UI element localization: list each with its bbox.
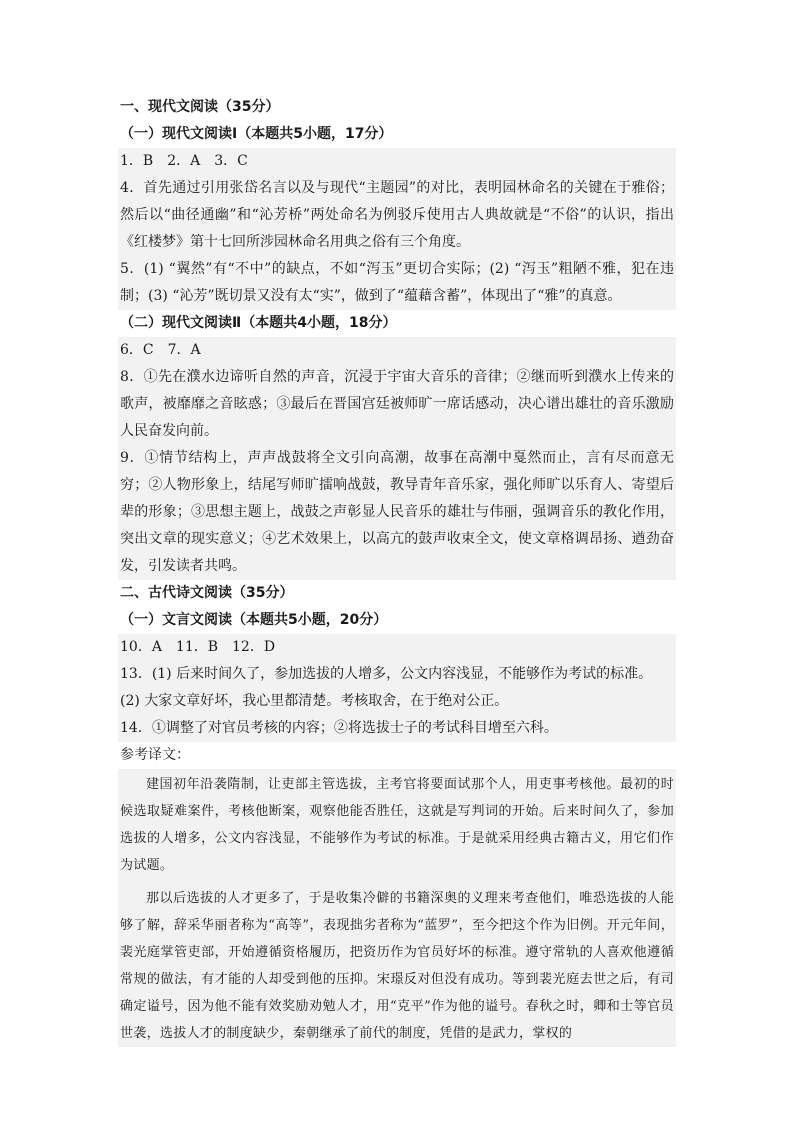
section-1-sub-1-title: （一）现代文阅读Ⅰ（本题共5小题，17分） <box>120 126 393 142</box>
answer-10-12: 10．A 11．B 12．D <box>118 634 676 661</box>
reference-translation <box>118 769 676 1047</box>
answer-13-1: 13．(1) 后来时间久了，参加选拔的人增多，公文内容浅显，不能够作为考试的标准。 <box>118 661 676 688</box>
answer-6-7: 6．C 7．A <box>118 337 676 364</box>
answer-8 <box>118 364 676 445</box>
section-2-sub-1-title: （一）文言文阅读（本题共5小题，20分） <box>120 612 388 628</box>
section-1-sub-2-title: （二）现代文阅读Ⅱ（本题共4小题，18分） <box>120 315 397 331</box>
translation-paragraph: 建国初年沿袭隋制，让吏部主管选拔，主考官将要面试那个人，用吏事考核他。最初的时候选取疑难案件，考核他断案，观察他能否胜任，这就是写判词的开始。后来时间久了，参加选拔的人增多，公文内容浅显，不能够作为考试的标准。于是就采用经典古籍古义，用它们作为试题。 <box>120 777 674 873</box>
answer-8-text: 8．①先在濮水边谛听自然的声音，沉浸于宇宙大音乐的音律；②继而听到濮水上传来的歌声，被靡靡之音眩惑；③最后在晋国宫廷被师旷一席话感动，决心谱出雄壮的音乐激励人民奋发向前。 <box>120 369 674 439</box>
section-1-title: 一、现代文阅读（35分） <box>120 99 280 115</box>
answer-9-text: 9．①情节结构上，声声战鼓将全文引向高潮，故事在高潮中戛然而止，言有尽而意无穷；②人物形象上，结尾写师旷擂响战鼓，教导青年音乐家，强化师旷以乐育人、寄望后辈的形象；③思想主题上，战鼓之声彰显人民音乐的雄壮与伟丽，强调音乐的教化作用，突出文章的现实意义；④艺术效果上，以高亢的鼓声收束全文，使文章格调昂扬、遒劲奋发，引发读者共鸣。 <box>120 450 674 574</box>
reference-translation-label: 参考译文： <box>120 747 190 763</box>
answer-4 <box>118 175 676 256</box>
answer-14: 14．①调整了对官员考核的内容；②将选拔士子的考试科目增至六科。 <box>118 715 676 742</box>
answer-4-text: 4．首先通过引用张岱名言以及与现代“主题园”的对比，表明园林命名的关键在于雅俗；然后以“曲径通幽”和“沁芳桥”两处命名为例驳斥使用古人典故就是“不俗”的认识，指出《红楼梦》第十七回所涉园林命名用典之俗有三个角度。 <box>120 180 674 250</box>
answer-13-2: (2) 大家文章好坏，我心里都清楚。考核取舍，在于绝对公正。 <box>118 688 676 715</box>
answer-sheet <box>118 94 676 1047</box>
section-2-title: 二、古代诗文阅读（35分） <box>120 585 294 601</box>
answer-9 <box>118 445 676 580</box>
translation-paragraph: 那以后选拔的人才更多了，于是收集冷僻的书籍深奥的义理来考查他们，唯恐选拔的人能够了解，辞采华丽者称为“高等”，表现拙劣者称为“蓝罗”，至今把这个作为旧例。开元年间，裴光庭掌管吏部，开始遵循资格履历，把资历作为官员好坏的标准。遵守常轨的人喜欢他遵循常规的做法，有才能的人却受到他的压抑。宋璟反对但没有成功。等到裴光庭去世之后，有司确定谥号，因为他不能有效奖励劝勉人才，用“克平”作为他的谥号。春秋之时，卿和士等官员世袭，选拔人才的制度缺少，秦朝继承了前代的制度，凭借的是武力，掌权的 <box>120 891 674 1041</box>
answer-5-text: 5．(1) “翼然”有“不中”的缺点，不如“泻玉”更切合实际；(2) “泻玉”粗陋不雅，犯在违制；(3) “沁芳”既切景又没有太“实”，做到了“蕴藉含蓄”，体现出了“雅”的真意。 <box>120 261 674 304</box>
answer-5 <box>118 256 676 310</box>
answer-1-3: 1．B 2．A 3．C <box>118 148 676 175</box>
